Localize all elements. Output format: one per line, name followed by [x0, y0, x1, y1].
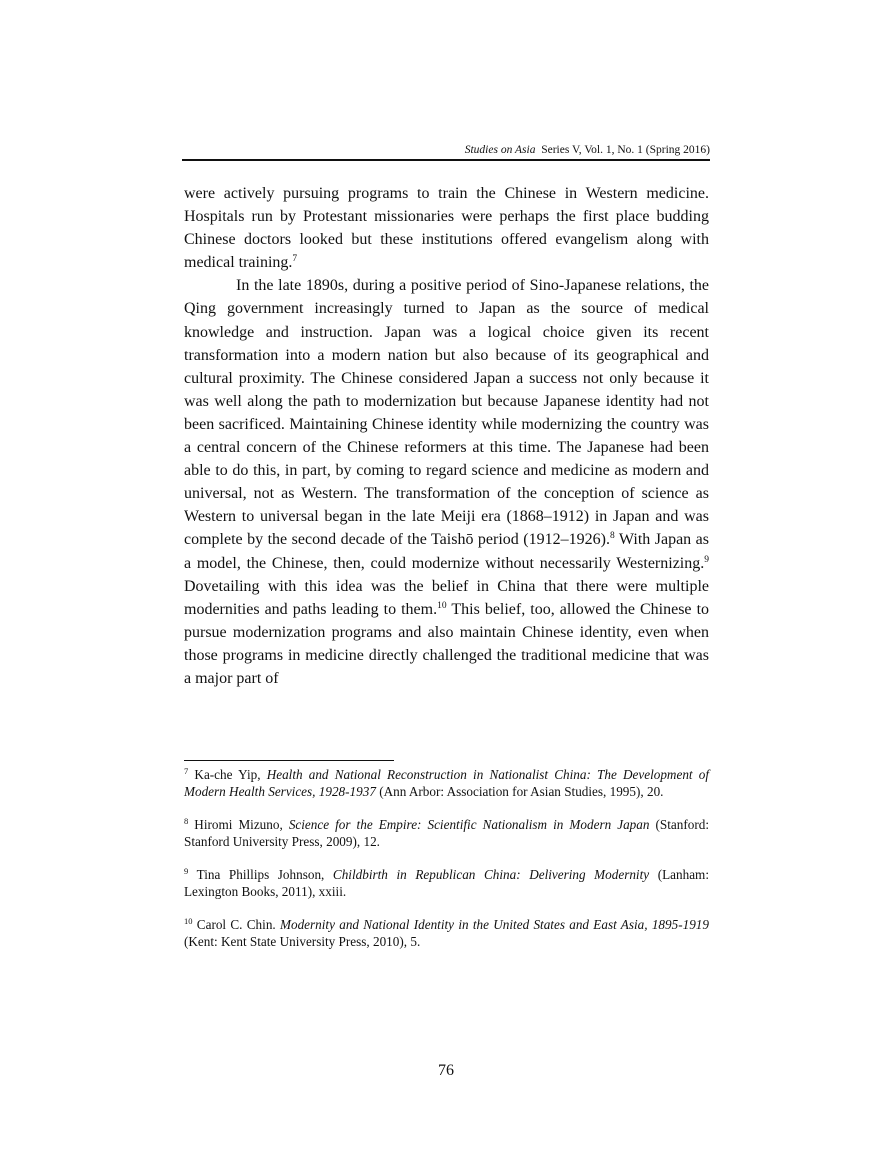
footnote-title: Childbirth in Republican China: Delivering Modernity: [332, 867, 650, 882]
footnote-number: 10: [184, 916, 193, 926]
footnote-9: [184, 866, 709, 900]
footnote-author: Carol C. Chin.: [192, 917, 280, 932]
footnote-title: Modernity and National Identity in the United States and East Asia, 1895-1919: [280, 917, 709, 932]
footnote-ref-7[interactable]: 7: [292, 254, 298, 265]
footnote-title: Health and National Reconstruction in Nationalist China: The Development of Modern Health Services, 1928-1937: [184, 767, 709, 799]
footnote-ref-8[interactable]: 8: [609, 531, 615, 542]
body-text: [184, 182, 709, 690]
paragraph-2-sentence-3: Dovetailing with this idea was the belief in China that there were multiple modernities and paths leading to them.: [184, 577, 709, 618]
footnote-publication: (Stanford: Stanford University Press, 2009), 12.: [184, 817, 709, 849]
paragraph-2-sentence-4: This belief, too, allowed the Chinese to pursue modernization programs and also maintain Chinese identity, even when those programs in medicine directly challenged the traditional medicine that was a major part of: [184, 600, 710, 687]
paragraph-2: [184, 274, 709, 690]
paragraph-1: [184, 182, 709, 274]
footnotes: [184, 766, 709, 966]
footnote-ref-9[interactable]: 9: [704, 554, 709, 565]
journal-series: Series V, Vol. 1, No. 1 (Spring 2016): [541, 144, 710, 156]
footnote-author: Hiromi Mizuno,: [188, 817, 289, 832]
footnote-7: [184, 766, 709, 800]
page-number: 76: [438, 1062, 454, 1079]
footnote-number: 7: [184, 766, 189, 776]
footnote-publication: (Kent: Kent State University Press, 2010), 5.: [184, 934, 421, 949]
paragraph-1-text: were actively pursuing programs to train the Chinese in Western medicine. Hospitals run by Protestant missionaries were perhaps the first place budding Chinese doctors looked but these institutions offered evangelism along with medical training.: [184, 185, 709, 272]
running-header: [182, 143, 710, 158]
footnote-rule: [184, 760, 394, 761]
paragraph-2-sentence-1: In the late 1890s, during a positive period of Sino-Japanese relations, the Qing government increasingly turned to Japan as the source of medical knowledge and instruction. Japan was a logical choice given its recent transformation into a modern nation but also because of its geographical and cultural proximity. The Chinese considered Japan a success not only because it was well along the path to modernization but because Japanese identity had not been sacrificed. Maintaining Chinese identity while modernizing the country was a central concern of the Chinese reformers at this time. The Japanese had been able to do this, in part, by coming to regard science and medicine as modern and universal, not as Western. The transformation of the conception of science as Western to universal began in the late Meiji era (1868–1912) in Japan and was complete by the second decade of the Taishō period (1912–1926).: [184, 277, 709, 549]
footnote-author: Tina Phillips Johnson,: [188, 867, 333, 882]
footnote-10: [184, 916, 709, 950]
header-rule: [182, 159, 710, 161]
footnote-author: Ka-che Yip,: [188, 767, 267, 782]
journal-title: Studies on Asia: [464, 144, 536, 156]
footnote-publication: (Ann Arbor: Association for Asian Studies, 1995), 20.: [375, 784, 664, 799]
footnote-8: [184, 816, 709, 850]
paragraph-2-sentence-2: With Japan as a model, the Chinese, then, could modernize without necessarily Westernizing.: [184, 531, 709, 572]
footnote-title: Science for the Empire: Scientific Nationalism in Modern Japan: [288, 817, 650, 832]
footnote-number: 9: [184, 866, 189, 876]
footnote-publication: (Lanham: Lexington Books, 2011), xxiii.: [184, 867, 709, 899]
footnote-number: 8: [184, 816, 189, 826]
footnote-ref-10[interactable]: 10: [437, 600, 447, 611]
